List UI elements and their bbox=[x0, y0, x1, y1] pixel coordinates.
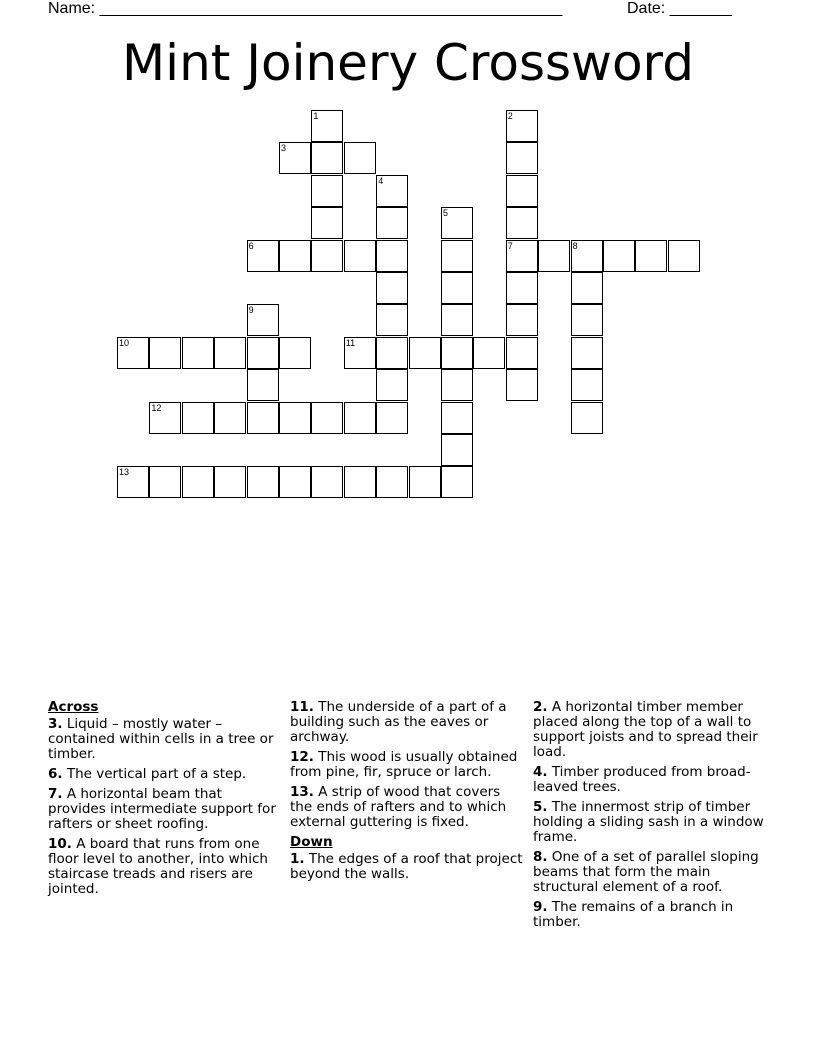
grid-cell[interactable] bbox=[117, 337, 149, 369]
grid-cell[interactable] bbox=[441, 304, 473, 336]
grid-cell[interactable] bbox=[506, 207, 538, 239]
page-title: Mint Joinery Crossword bbox=[122, 34, 694, 92]
clue-number: 4 bbox=[378, 175, 384, 186]
grid-cell[interactable] bbox=[571, 337, 603, 369]
across-clue bbox=[290, 750, 525, 780]
grid-cell[interactable] bbox=[279, 337, 311, 369]
clue-text: The underside of a part of a building such as the eaves or archway. bbox=[290, 699, 507, 745]
grid-cell[interactable] bbox=[441, 434, 473, 466]
grid-cell[interactable] bbox=[538, 240, 570, 272]
grid-cell[interactable] bbox=[311, 402, 343, 434]
grid-cell[interactable] bbox=[149, 337, 181, 369]
clues-column-2 bbox=[290, 700, 525, 887]
grid-cell[interactable] bbox=[214, 337, 246, 369]
clue-number: 13. bbox=[290, 784, 314, 800]
clue-number: 2 bbox=[507, 111, 513, 121]
grid-cell[interactable] bbox=[506, 369, 538, 401]
clue-number: 9. bbox=[533, 899, 548, 915]
grid-cell[interactable] bbox=[668, 240, 700, 272]
date-field[interactable]: Date: _______ bbox=[627, 0, 732, 17]
grid-cell[interactable] bbox=[311, 240, 343, 272]
grid-cell[interactable] bbox=[182, 466, 214, 498]
clue-text: This wood is usually obtained from pine, fir, spruce or larch. bbox=[290, 749, 518, 780]
clue-text: A board that runs from one floor level to another, into which staircase treads and risers are jointed. bbox=[48, 836, 268, 897]
grid-cell[interactable] bbox=[279, 466, 311, 498]
grid-cell[interactable] bbox=[409, 337, 441, 369]
grid-cell[interactable] bbox=[506, 110, 538, 142]
across-clue bbox=[48, 717, 283, 762]
clue-number: 8 bbox=[572, 240, 578, 251]
grid-cell[interactable] bbox=[571, 402, 603, 434]
grid-cell[interactable] bbox=[311, 207, 343, 239]
down-clue bbox=[533, 800, 768, 845]
grid-cell[interactable] bbox=[571, 369, 603, 401]
grid-cell[interactable] bbox=[506, 304, 538, 336]
clue-number: 9 bbox=[248, 305, 254, 316]
across-clue bbox=[48, 767, 283, 782]
down-clue bbox=[533, 700, 768, 760]
grid-cell[interactable] bbox=[376, 175, 408, 207]
clue-text: A strip of wood that covers the ends of rafters and to which external guttering is fixed. bbox=[290, 784, 507, 830]
clues-section bbox=[0, 700, 816, 1000]
clue-number: 3. bbox=[48, 716, 63, 732]
grid-cell[interactable] bbox=[441, 402, 473, 434]
grid-cell[interactable] bbox=[247, 402, 279, 434]
clue-number: 3 bbox=[281, 143, 287, 154]
clue-number: 7 bbox=[507, 240, 513, 251]
grid-cell[interactable] bbox=[149, 466, 181, 498]
clue-number: 11. bbox=[290, 699, 314, 715]
clue-number: 6. bbox=[48, 766, 63, 782]
clue-number: 12. bbox=[290, 749, 314, 765]
clue-text: The innermost strip of timber holding a sliding sash in a window frame. bbox=[533, 799, 764, 845]
clue-number: 10. bbox=[48, 836, 72, 852]
grid-cell[interactable] bbox=[441, 240, 473, 272]
clue-number: 4. bbox=[533, 764, 548, 780]
down-clue bbox=[533, 900, 768, 930]
grid-cell[interactable] bbox=[247, 466, 279, 498]
clue-number: 12 bbox=[151, 402, 162, 413]
clue-number: 11 bbox=[345, 337, 356, 348]
grid-cell[interactable] bbox=[441, 466, 473, 498]
clues-column-3 bbox=[533, 700, 768, 935]
grid-cell[interactable] bbox=[603, 240, 635, 272]
clue-number: 7. bbox=[48, 786, 63, 802]
clue-number: 2. bbox=[533, 699, 548, 715]
grid-cell[interactable] bbox=[279, 240, 311, 272]
grid-cell[interactable] bbox=[441, 337, 473, 369]
down-clue bbox=[290, 852, 525, 882]
grid-cell[interactable] bbox=[473, 337, 505, 369]
grid-cell[interactable] bbox=[117, 466, 149, 498]
grid-cell[interactable] bbox=[441, 369, 473, 401]
grid-cell[interactable] bbox=[571, 240, 603, 272]
across-clue bbox=[290, 700, 525, 745]
grid-cell[interactable] bbox=[311, 142, 343, 174]
clue-number: 10 bbox=[119, 337, 130, 348]
clue-number: 1 bbox=[313, 111, 319, 121]
down-clue bbox=[533, 765, 768, 795]
clue-text: Timber produced from broad-leaved trees. bbox=[533, 764, 751, 795]
grid-cell[interactable] bbox=[214, 402, 246, 434]
clue-text: A horizontal beam that provides intermediate support for rafters or sheet roofing. bbox=[48, 786, 276, 832]
grid-cell[interactable] bbox=[344, 466, 376, 498]
grid-cell[interactable] bbox=[344, 337, 376, 369]
grid-cell[interactable] bbox=[214, 466, 246, 498]
grid-cell[interactable] bbox=[247, 304, 279, 336]
grid-cell[interactable] bbox=[344, 402, 376, 434]
grid-cell[interactable] bbox=[376, 337, 408, 369]
across-heading: Across bbox=[48, 699, 99, 715]
clue-text: A horizontal timber member placed along the top of a wall to support joists and to spread their load. bbox=[533, 699, 758, 760]
down-heading: Down bbox=[290, 834, 333, 850]
grid-cell[interactable] bbox=[506, 337, 538, 369]
grid-cell[interactable] bbox=[247, 240, 279, 272]
grid-cell[interactable] bbox=[182, 402, 214, 434]
across-clue bbox=[48, 837, 283, 897]
grid-cell[interactable] bbox=[441, 207, 473, 239]
clue-number: 13 bbox=[119, 467, 130, 478]
grid-cell[interactable] bbox=[247, 369, 279, 401]
across-clue bbox=[48, 787, 283, 832]
clue-number: 6 bbox=[248, 240, 254, 251]
clue-number: 5 bbox=[443, 208, 449, 219]
grid-cell[interactable] bbox=[279, 402, 311, 434]
clue-text: The vertical part of a step. bbox=[62, 766, 247, 782]
grid-cell[interactable] bbox=[376, 207, 408, 239]
crossword-grid bbox=[0, 0, 816, 520]
grid-cell[interactable] bbox=[506, 175, 538, 207]
grid-cell[interactable] bbox=[506, 240, 538, 272]
grid-cell[interactable] bbox=[409, 466, 441, 498]
clue-number: 8. bbox=[533, 849, 548, 865]
grid-cell[interactable] bbox=[344, 142, 376, 174]
grid-cell[interactable] bbox=[441, 272, 473, 304]
grid-cell[interactable] bbox=[279, 142, 311, 174]
grid-cell[interactable] bbox=[149, 402, 181, 434]
grid-cell[interactable] bbox=[311, 466, 343, 498]
grid-cell[interactable] bbox=[376, 369, 408, 401]
clue-text: One of a set of parallel sloping beams that form the main structural element of a roof. bbox=[533, 849, 759, 895]
grid-cell[interactable] bbox=[376, 240, 408, 272]
grid-cell[interactable] bbox=[376, 402, 408, 434]
grid-cell[interactable] bbox=[571, 304, 603, 336]
grid-cell[interactable] bbox=[506, 272, 538, 304]
across-clue bbox=[290, 785, 525, 830]
clue-text: Liquid – mostly water – contained within cells in a tree or timber. bbox=[48, 716, 274, 762]
clue-text: The remains of a branch in timber. bbox=[533, 899, 734, 930]
grid-cell[interactable] bbox=[376, 466, 408, 498]
clue-number: 1. bbox=[290, 851, 305, 867]
grid-cell[interactable] bbox=[182, 337, 214, 369]
clue-text: The edges of a roof that project beyond the walls. bbox=[290, 851, 523, 882]
grid-cell[interactable] bbox=[376, 304, 408, 336]
grid-cell[interactable] bbox=[506, 142, 538, 174]
grid-cell[interactable] bbox=[311, 110, 343, 142]
grid-cell[interactable] bbox=[376, 272, 408, 304]
down-clue bbox=[533, 850, 768, 895]
grid-cell[interactable] bbox=[311, 175, 343, 207]
grid-cell[interactable] bbox=[247, 337, 279, 369]
grid-cell[interactable] bbox=[635, 240, 667, 272]
name-field[interactable]: Name: ____________________________________________________ bbox=[48, 0, 563, 17]
clue-number: 5. bbox=[533, 799, 548, 815]
clues-column-1 bbox=[48, 700, 283, 902]
grid-cell[interactable] bbox=[344, 240, 376, 272]
grid-cell[interactable] bbox=[571, 272, 603, 304]
